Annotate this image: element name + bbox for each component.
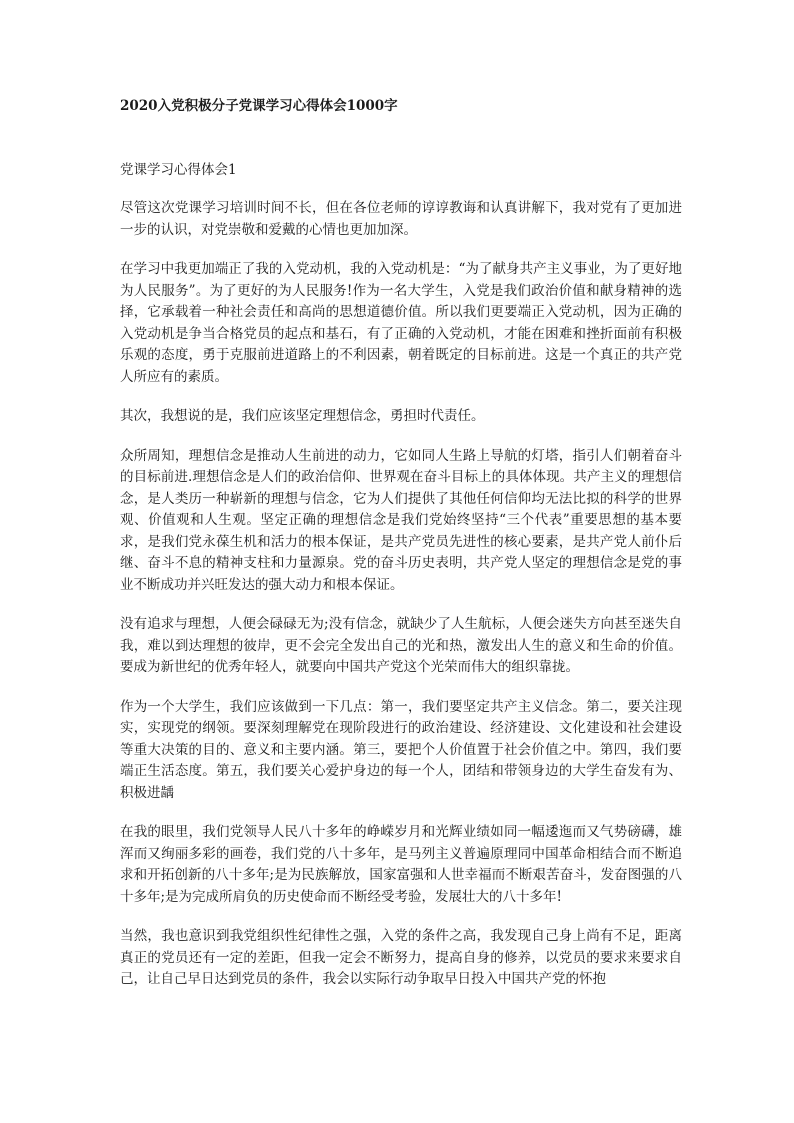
document-title: 2020入党积极分子党课学习心得体会1000字: [120, 98, 398, 114]
paragraph-6: 作为一个大学生，我们应该做到一下几点：第一，我们要坚定共产主义信念。第二，要关注现实，实现党的纲领。要深刻理解党在现阶段进行的政治建设、经济建设、文化建设和社会建设等重大决策的目的、意义和主要内涵。第三，要把个人价值置于社会价值之中。第四，我们要端正生活态度。第五，我们要关心爱护身边的每一个人，团结和带领身边的大学生奋发有为、积极进龋: [120, 698, 682, 801]
section-heading: 党课学习心得体会1: [120, 162, 237, 178]
paragraph-4: 众所周知，理想信念是推动人生前进的动力，它如同人生路上导航的灯塔，指引人们朝着奋斗的目标前进.理想信念是人们的政治信仰、世界观在奋斗目标上的具体体现。共产主义的理想信念，是人类历一种崭新的理想与信念，它为人们提供了其他任何信仰均无法比拟的科学的世界观、价值观和人生观。坚定正确的理想信念是我们党始终坚持“三个代表”重要思想的基本要求，是我们党永葆生机和活力的根本保证，是共产党员先进性的核心要素，是共产党人前仆后继、奋斗不息的精神支柱和力量源泉。党的奋斗历史表明，共产党人坚定的理想信念是党的事业不断成功并兴旺发达的强大动力和根本保证。: [120, 447, 682, 593]
paragraph-1: 尽管这次党课学习培训时间不长，但在各位老师的谆谆教诲和认真讲解下，我对党有了更加进一步的认识，对党崇敬和爱戴的心情也更加加深。: [120, 200, 682, 238]
paragraph-5: 没有追求与理想，人便会碌碌无为;没有信念，就缺少了人生航标，人便会迷失方向甚至迷失自我，难以到达理想的彼岸，更不会完全发出自己的光和热，激发出人生的意义和生命的价值。要成为新世纪的优秀年轻人，就要向中国共产党这个光荣而伟大的组织靠拢。: [120, 616, 682, 675]
paragraph-3: 其次，我想说的是，我们应该坚定理想信念，勇担时代责任。: [120, 408, 485, 424]
paragraph-8: 当然，我也意识到我党组织性纪律性之强，入党的条件之高，我发现自己身上尚有不足，距离真正的党员还有一定的差距，但我一定会不断努力，提高自身的修养，以党员的要求来要求自己，让自己早日达到党员的条件，我会以实际行动争取早日投入中国共产党的怀抱: [120, 928, 682, 987]
paragraph-2: 在学习中我更加端正了我的入党动机，我的入党动机是：“为了献身共产主义事业，为了更好地为人民服务”。为了更好的为人民服务!作为一名大学生，入党是我们政治价值和献身精神的选择，它承载着一种社会责任和高尚的思想道德价值。所以我们更要端正入党动机，因为正确的入党动机是争当合格党员的起点和基石，有了正确的入党动机，才能在困难和挫折面前有积极乐观的态度，勇于克服前进道路上的不利因素，朝着既定的目标前进。这是一个真正的共产党人所应有的素质。: [120, 261, 682, 385]
paragraph-7: 在我的眼里，我们党领导人民八十多年的峥嵘岁月和光辉业绩如同一幅逶迤而又气势磅礴，雄浑而又绚丽多彩的画卷，我们党的八十多年，是马列主义普遍原理同中国革命相结合而不断追求和开拓创新的八十多年;是为民族解放，国家富强和人世幸福而不断艰苦奋斗，发奋图强的八十多年;是为完成所肩负的历史使命而不断经受考验，发展壮大的八十多年!: [120, 824, 682, 905]
